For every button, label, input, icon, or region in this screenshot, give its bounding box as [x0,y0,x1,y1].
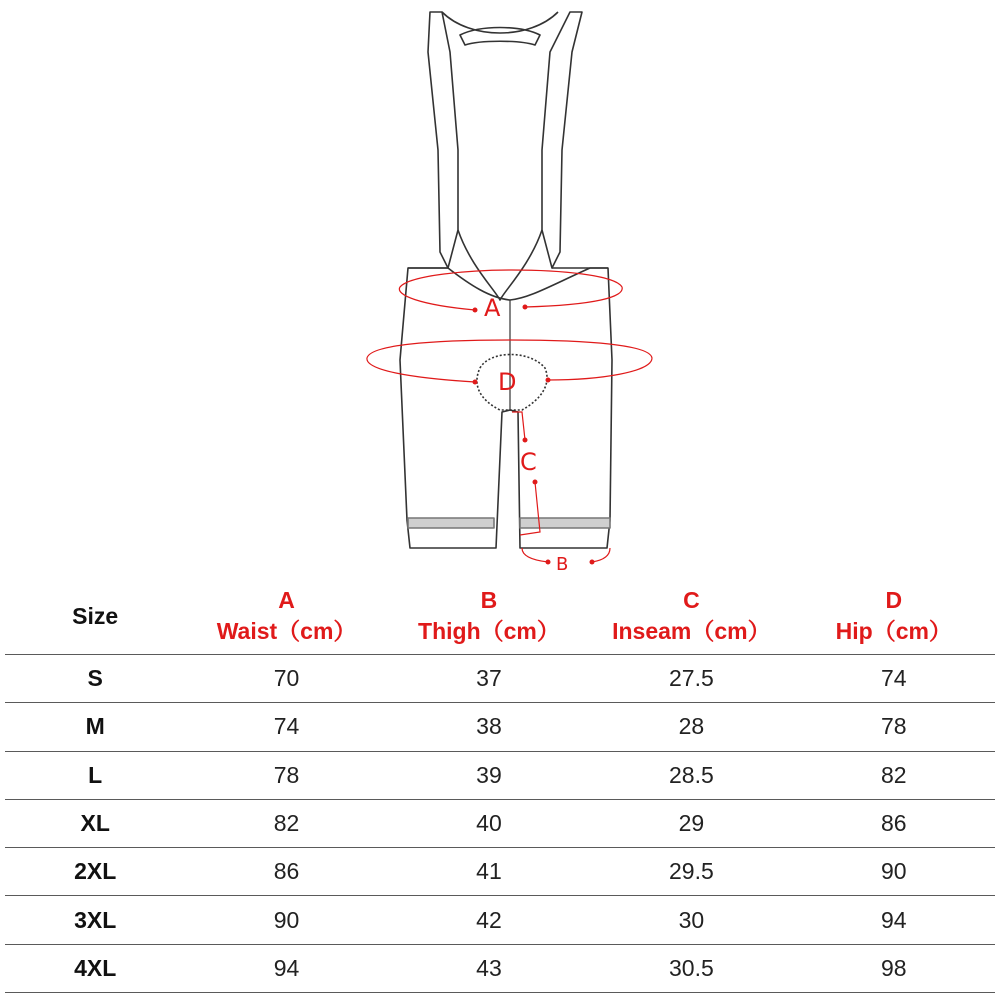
size-cell: XL [80,810,110,837]
waist-cell: 74 [273,713,300,740]
size-cell: S [87,665,103,692]
header-label: Thigh（cm） [418,618,560,644]
size-cell: M [85,713,105,740]
left-strap [428,12,458,268]
table-row [5,751,995,799]
hip-cell: 82 [880,761,907,788]
waist-cell: 82 [273,810,300,837]
size-chart-table [5,578,995,993]
bib-shorts-illustration [340,0,660,580]
size-cell: 4XL [74,954,117,981]
header-letter: A [278,587,295,613]
waist-cell: 86 [273,858,300,885]
hip-cell: 90 [880,858,907,885]
table-row [5,944,995,992]
hip-cell: 98 [880,954,907,981]
marker-d: D [498,368,517,396]
table-row [5,655,995,703]
table-row [5,799,995,847]
waist-cell: 90 [273,906,300,933]
waist-cell: 94 [273,954,300,981]
table-row [5,703,995,751]
header-thigh [388,578,590,655]
size-cell: L [88,761,103,788]
hip-cell: 94 [880,906,907,933]
header-label: Waist（cm） [216,618,357,644]
right-leg-gripper [520,518,610,528]
right-strap [542,12,582,268]
size-cell: 2XL [74,858,117,885]
hip-cell: 86 [880,810,907,837]
header-waist [185,578,387,655]
table-row [5,896,995,944]
marker-b: B [556,554,569,575]
header-label: Hip（cm） [835,618,952,644]
shorts-outline [400,268,612,548]
inseam-cell: 30.5 [668,954,714,981]
inseam-cell: 28.5 [668,761,714,788]
hip-cell: 78 [880,713,907,740]
header-letter: D [885,587,903,613]
thigh-cell: 41 [476,858,502,885]
table-header-row [5,578,995,655]
marker-a: A [484,294,501,322]
inseam-cell: 27.5 [668,665,714,692]
left-leg-gripper [408,518,494,528]
table-row [5,848,995,896]
header-size: Size [72,602,119,629]
thigh-cell: 38 [476,713,502,740]
back-panel [442,12,558,45]
thigh-cell: 39 [476,761,502,788]
inseam-cell: 28 [678,713,705,740]
hip-cell: 74 [880,665,907,692]
header-letter: C [683,587,700,613]
size-cell: 3XL [74,906,117,933]
thigh-cell: 43 [476,954,502,981]
inseam-cell: 29.5 [668,858,714,885]
waist-cell: 70 [273,665,300,692]
thigh-cell: 37 [476,665,502,692]
inseam-cell: 29 [678,810,705,837]
waist-cell: 78 [273,761,300,788]
header-inseam [590,578,792,655]
thigh-cell: 42 [476,906,502,933]
inseam-cell: 30 [678,906,705,933]
header-hip [793,578,995,655]
marker-c: C [520,448,537,476]
thigh-cell: 40 [476,810,502,837]
header-label: Inseam（cm） [612,618,771,644]
header-letter: B [480,587,498,613]
